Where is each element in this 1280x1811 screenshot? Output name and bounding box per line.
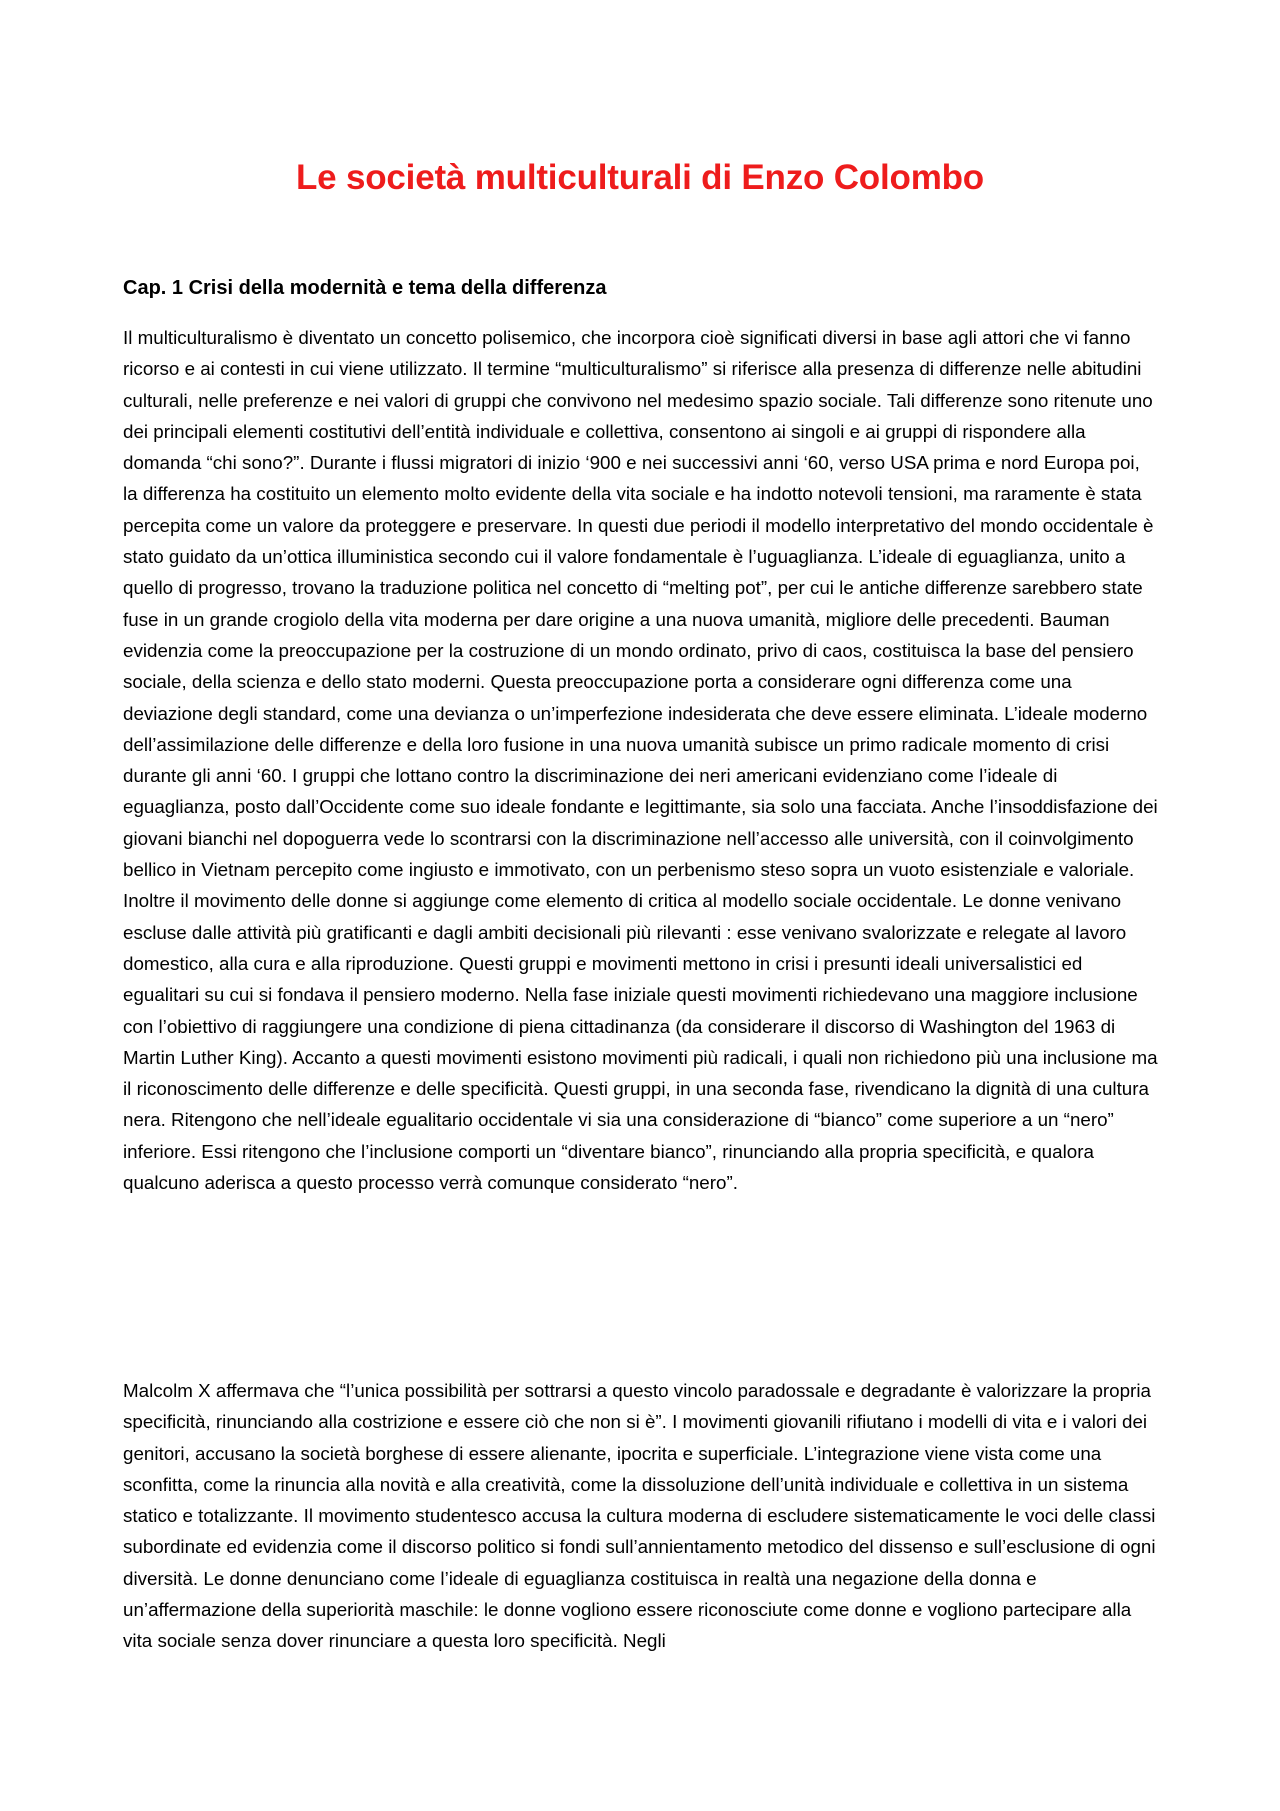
body-paragraph-2: Malcolm X affermava che “l’unica possibilità per sottrarsi a questo vincolo paradossale e degradante è valorizzare la propria specificità, rinunciando alla costrizione e essere ciò che non si è”. I movimenti giovanili rifiutano i modelli di vita e i valori dei genitori, accusano la società borghese di essere alienante, ipocrita e superficiale. L’integrazione viene vista come una sconfitta, come la rinuncia alla novità e alla creatività, come la dissoluzione dell’unità individuale e collettiva in un sistema statico e totalizzante. Il movimento studentesco accusa la cultura moderna di escludere sistematicamente le voci delle classi subordinate ed evidenzia come il discorso politico si fondi sull’annientamento metodico del dissenso e sull’esclusione di ogni diversità. Le donne denunciano come l’ideale di eguaglianza costituisca in realtà una negazione della donna e un’affermazione della superiorità maschile: le donne vogliono essere riconosciute come donne e vogliono partecipare alla vita sociale senza dover rinunciare a questa loro specificità. Negli xyxy=(123,1380,1156,1652)
body-paragraph-1: Il multiculturalismo è diventato un concetto polisemico, che incorpora cioè significati diversi in base agli attori che vi fanno ricorso e ai contesti in cui viene utilizzato. Il termine “multiculturalismo” si riferisce alla presenza di differenze nelle abitudini culturali, nelle preferenze e nei valori di gruppi che convivono nel medesimo spazio sociale. Tali differenze sono ritenute uno dei principali elementi costitutivi dell’entità individuale e collettiva, consentono ai singoli e ai gruppi di rispondere alla domanda “chi sono?”. Durante i flussi migratori di inizio ‘900 e nei successivi anni ‘60, verso USA prima e nord Europa poi, la differenza ha costituito un elemento molto evidente della vita sociale e ha indotto notevoli tensioni, ma raramente è stata percepita come un valore da proteggere e preservare. In questi due periodi il modello interpretativo del mondo occidentale è stato guidato da un’ottica illuministica secondo cui il valore fondamentale è l’uguaglianza. L’ideale di eguaglianza, unito a quello di progresso, trovano la traduzione politica nel concetto di “melting pot”, per cui le antiche differenze sarebbero state fuse in un grande crogiolo della vita moderna per dare origine a una nuova umanità, migliore delle precedenti. Bauman evidenzia come la preoccupazione per la costruzione di un mondo ordinato, privo di caos, costituisca la base del pensiero sociale, della scienza e dello stato moderni. Questa preoccupazione porta a considerare ogni differenza come una deviazione degli standard, come una devianza o un’imperfezione indesiderata che deve essere eliminata. L’ideale moderno dell’assimilazione delle differenze e della loro fusione in una nuova umanità subisce un primo radicale momento di crisi durante gli anni ‘60. I gruppi che lottano contro la discriminazione dei neri americani evidenziano come l’ideale di eguaglianza, posto dall’Occidente come suo ideale fondante e legittimante, sia solo una facciata. Anche l’insoddisfazione dei giovani bianchi nel dopoguerra vede lo scontrarsi con la discriminazione nell’accesso alle università, con il coinvolgimento bellico in Vietnam percepito come ingiusto e immotivato, con un perbenismo steso sopra un vuoto esistenziale e valoriale. Inoltre il movimento delle donne si aggiunge come elemento di critica al modello sociale occidentale. Le donne venivano escluse dalle attività più gratificanti e dagli ambiti decisionali più rilevanti : esse venivano svalorizzate e relegate al lavoro domestico, alla cura e alla riproduzione. Questi gruppi e movimenti mettono in crisi i presunti ideali universalistici ed egualitari su cui si fondava il pensiero moderno. Nella fase iniziale questi movimenti richiedevano una maggiore inclusione con l’obiettivo di raggiungere una condizione di piena cittadinanza (da considerare il discorso di Washington del 1963 di Martin Luther King). Accanto a questi movimenti esistono movimenti più radicali, i quali non richiedono più una inclusione ma il riconoscimento delle differenze e delle specificità. Questi gruppi, in una seconda fase, rivendicano la dignità di una cultura nera. Ritengono che nell’ideale egualitario occidentale vi sia una considerazione di “bianco” come superiore a un “nero” inferiore. Essi ritengono che l’inclusione comporti un “diventare bianco”, rinunciando alla propria specificità, e qualora qualcuno aderisca a questo processo verrà comunque considerato “nero”. xyxy=(123,327,1158,1194)
document-title: Le società multiculturali di Enzo Colombo xyxy=(296,158,984,197)
chapter-heading: Cap. 1 Crisi della modernità e tema della differenza xyxy=(123,277,607,299)
